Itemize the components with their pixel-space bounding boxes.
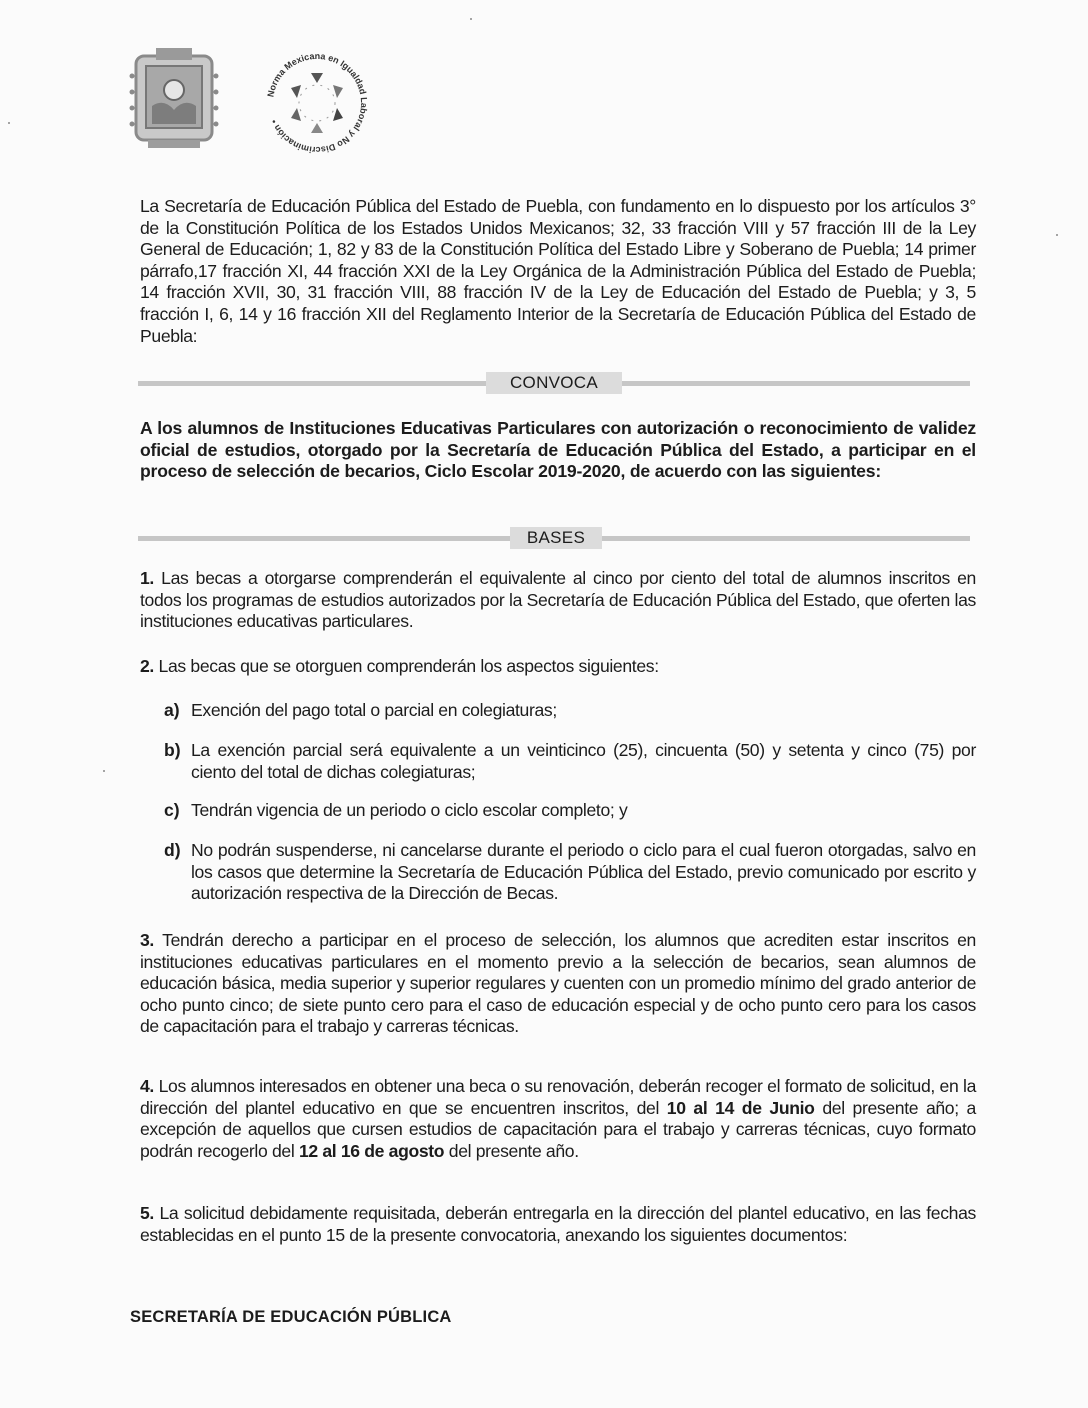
scan-speck <box>1056 234 1058 236</box>
puebla-crest-logo <box>128 46 220 154</box>
igualdad-laboral-seal-logo <box>258 44 376 162</box>
base-item-2 <box>140 656 976 678</box>
base-number: 2. <box>140 656 154 676</box>
intro-paragraph: La Secretaría de Educación Pública del Estado de Puebla, con fundamento en lo dispuesto por los artículos 3° de la Constitución Política de los Estados Unidos Mexicanos; 32, 33 fracción VIII y 57 fracción III de la Ley General de Educación; 1, 82 y 83 de la Constitución Política del Estado Libre y Soberano de Puebla; 14 primer párrafo,17 fracción XI, 44 fracción XXI de la Ley Orgánica de la Administración Pública del Estado de Puebla; 14 fracción XVII, 30, 31 fracción VIII, 88 fracción IV de la Ley de Educación del Estado de Puebla; y 3, 5 fracción I, 6, 14 y 16 fracción XII del Reglamento Interior de la Secretaría de Educación Pública del Estado de Puebla: <box>140 196 976 346</box>
base-text: Las becas a otorgarse comprenderán el equivalente al cinco por ciento del total de alumnos inscritos en todos los programas de estudios autorizados por la Secretaría de Educación Pública del Estado, que oferten las instituciones educativas particulares. <box>140 568 976 632</box>
base-item-1 <box>140 568 976 633</box>
intro-paragraph-block <box>140 196 976 347</box>
sub-item-label: b) <box>164 740 181 760</box>
scan-speck <box>103 770 105 772</box>
convoca-section-banner <box>138 372 970 394</box>
base-number: 3. <box>140 930 154 950</box>
header-logos <box>122 44 382 164</box>
base-item-3 <box>140 930 976 1038</box>
call-statement: A los alumnos de Instituciones Educativas Particulares con autorización o reconocimiento de validez oficial de estudios, otorgado por la Secretaría de Educación Pública del Estado, a participar en el proceso de selección de becarios, Ciclo Escolar 2019-2020, de acuerdo con las siguientes: <box>140 418 976 482</box>
sub-item-c <box>164 800 976 822</box>
base-number: 5. <box>140 1203 154 1223</box>
scan-speck <box>470 18 472 20</box>
bases-section-banner <box>138 527 970 549</box>
base-number: 4. <box>140 1076 154 1096</box>
scan-speck <box>8 122 10 124</box>
base-text: Tendrán derecho a participar en el proceso de selección, los alumnos que acrediten estar inscritos en instituciones educativas particulares en el momento previo a la selección de becarios, sean alumnos de educación básica, media superior y superior regulares y cuenten con un promedio mínimo del grado anterior de ocho punto cinco; de siete punto cero para el caso de educación especial y de ocho punto cero para los casos de capacitación para el trabajo y carreras técnicas. <box>140 930 976 1037</box>
base-item-5 <box>140 1203 976 1246</box>
svg-text:Norma Mexicana en Igualdad Lab: Norma Mexicana en Igualdad Laboral y No Discriminación • <box>265 50 370 156</box>
sub-item-a <box>164 700 976 722</box>
base-item-4 <box>140 1076 976 1162</box>
date-range-august: 12 al 16 de agosto <box>298 1140 445 1161</box>
sub-item-text: Tendrán vigencia de un periodo o ciclo escolar completo; y <box>191 800 628 820</box>
sub-item-d <box>164 840 976 905</box>
sub-item-text: No podrán suspenderse, ni cancelarse durante el periodo o ciclo para el cual fueron otorgadas, salvo en los casos que determine la Secretaría de Educación Pública del Estado, previo comunicado por escrito y autorización respectiva de la Dirección de Becas. <box>191 840 976 904</box>
sub-item-text: Exención del pago total o parcial en colegiaturas; <box>191 700 557 720</box>
base-number: 1. <box>140 568 154 588</box>
sub-item-label: d) <box>164 840 181 860</box>
base-text-part: Los alumnos interesados en obtener una beca o su renovación, deberán recoger el formato de solicitud, en la dirección del plantel educativo en que se encuentren inscritos, del <box>140 1076 977 1118</box>
sub-item-b <box>164 740 976 783</box>
call-statement-block <box>140 418 976 483</box>
footer-institution: SECRETARÍA DE EDUCACIÓN PÚBLICA <box>130 1308 452 1326</box>
base-text: La solicitud debidamente requisitada, deberán entregarla en la dirección del plantel educativo, en las fechas establecidas en el punto 15 de la presente convocatoria, anexando los siguientes documentos: <box>140 1203 976 1245</box>
sub-item-label: a) <box>164 700 180 720</box>
bases-heading: BASES <box>510 527 602 549</box>
sub-item-label: c) <box>164 800 180 820</box>
sub-item-text: La exención parcial será equivalente a un veinticinco (25), cincuenta (50) y setenta y cinco (75) por ciento del total de dichas colegiaturas; <box>191 740 976 782</box>
date-range-june: 10 al 14 de Junio <box>666 1097 815 1118</box>
base-text-part: del presente año; a excepción de aquellos que cursen estudios de capacitación para el trabajo y carreras técnicas, cuyo formato podrán recogerlo del <box>140 1097 976 1161</box>
base-text-part: del presente año. <box>444 1140 579 1161</box>
base-text: Las becas que se otorguen comprenderán los aspectos siguientes: <box>158 656 659 676</box>
convoca-heading: CONVOCA <box>486 372 622 394</box>
